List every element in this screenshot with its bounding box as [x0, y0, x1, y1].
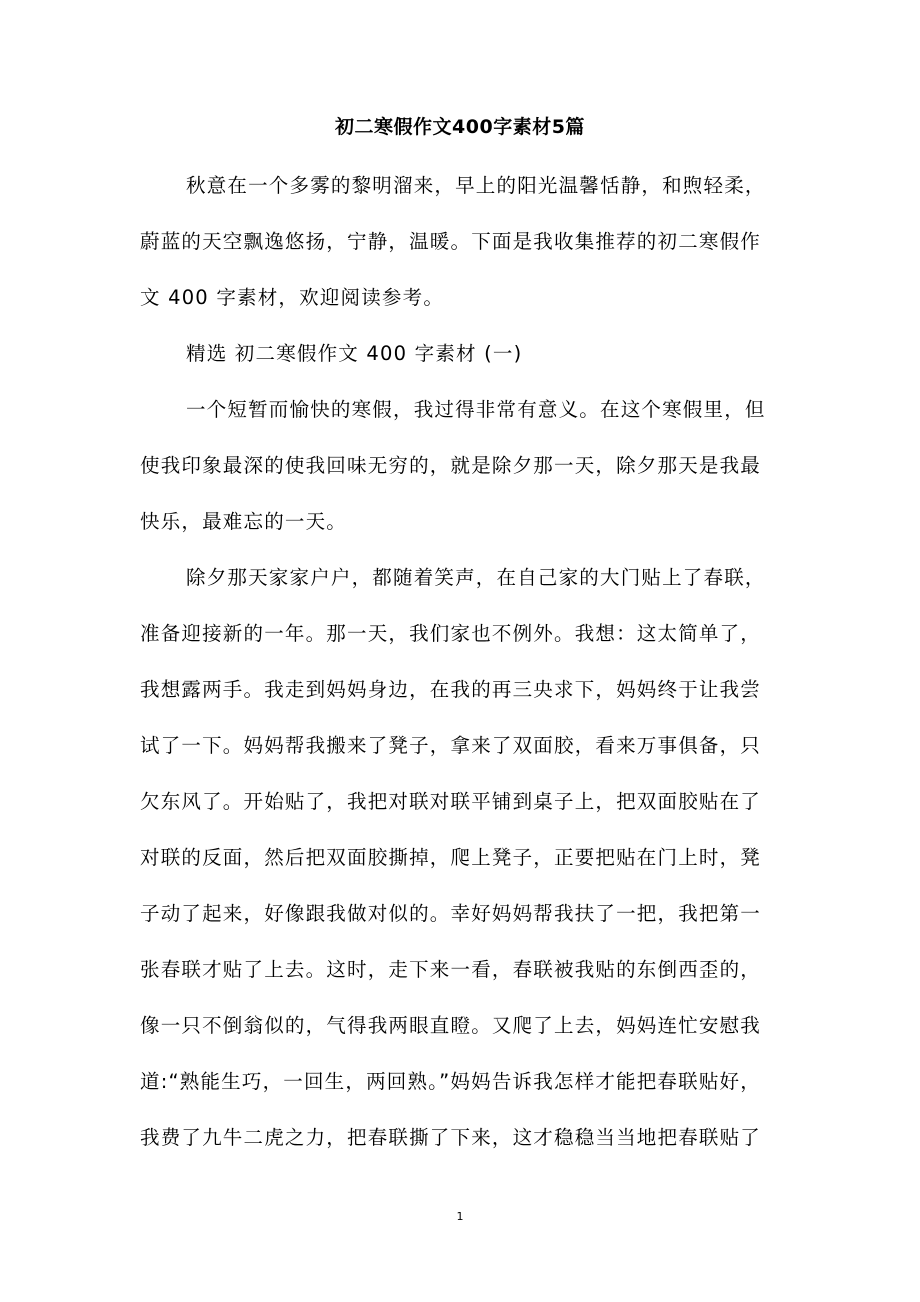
page-number: 1	[456, 1210, 464, 1223]
text-line: 秋意在一个多雾的黎明溜来，早上的阳光温馨恬静，和煦轻柔，	[186, 174, 766, 197]
text-line: 文 400 字素材，欢迎阅读参考。	[140, 286, 445, 309]
text-line: 精选 初二寒假作文 400 字素材 (一)	[186, 342, 523, 365]
text-line: 除夕那天家家户户，都随着笑声，在自己家的大门贴上了春联，	[186, 566, 766, 589]
text-line: 快乐，最难忘的一天。	[140, 510, 348, 533]
text-line: 蔚蓝的天空飘逸悠扬，宁静，温暖。下面是我收集推荐的初二寒假作	[140, 230, 762, 253]
paragraph-1	[140, 390, 785, 558]
paragraph-intro	[140, 166, 785, 334]
paragraph-2	[140, 558, 785, 1174]
text-line: 试了一下。妈妈帮我搬来了凳子，拿来了双面胶，看来万事俱备，只	[140, 734, 762, 757]
document-title: 初二寒假作文400字素材5篇	[335, 116, 585, 138]
document-body	[140, 166, 785, 1174]
text-line: 我费了九牛二虎之力，把春联撕了下来，这才稳稳当当地把春联贴了	[140, 1126, 762, 1149]
text-line: 使我印象最深的使我回味无穷的，就是除夕那一天，除夕那天是我最	[140, 454, 762, 477]
text-line: 我想露两手。我走到妈妈身边，在我的再三央求下，妈妈终于让我尝	[140, 678, 762, 701]
text-line: 欠东风了。开始贴了，我把对联对联平铺到桌子上，把双面胶贴在了	[140, 790, 762, 813]
section-heading	[140, 334, 785, 390]
text-line: 对联的反面，然后把双面胶撕掉，爬上凳子，正要把贴在门上时，凳	[140, 846, 762, 869]
text-line: 一个短暂而愉快的寒假，我过得非常有意义。在这个寒假里，但	[186, 398, 766, 421]
text-line: 子动了起来，好像跟我做对似的。幸好妈妈帮我扶了一把，我把第一	[140, 902, 762, 925]
text-line: 张春联才贴了上去。这时，走下来一看，春联被我贴的东倒西歪的，	[140, 958, 762, 981]
text-line: 准备迎接新的一年。那一天，我们家也不例外。我想：这太简单了，	[140, 622, 762, 645]
text-line: 像一只不倒翁似的，气得我两眼直瞪。又爬了上去，妈妈连忙安慰我	[140, 1014, 762, 1037]
text-line: 道:“熟能生巧，一回生，两回熟。”妈妈告诉我怎样才能把春联贴好，	[140, 1070, 761, 1093]
